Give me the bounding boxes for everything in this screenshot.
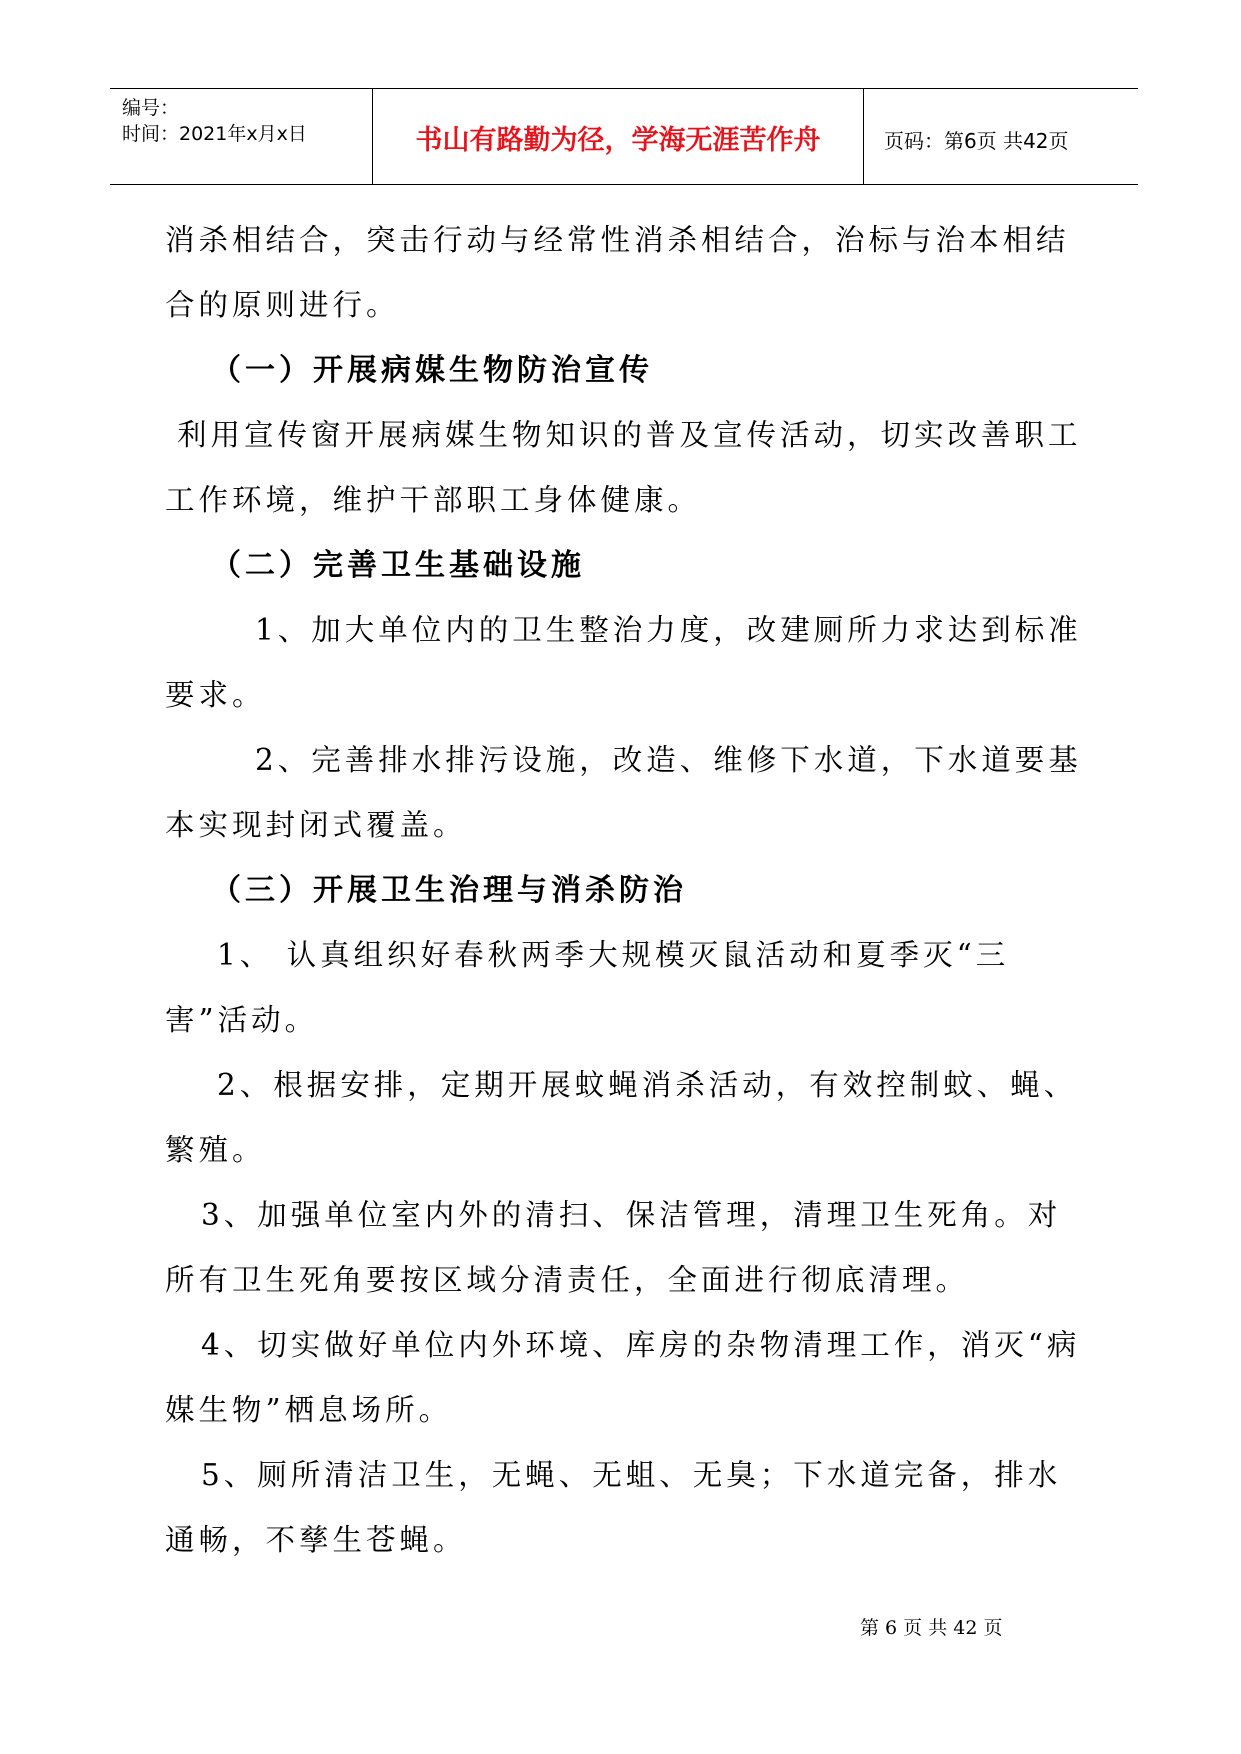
list-item-3-1: 1、 认真组织好春秋两季大规模灭鼠活动和夏季灭“三害”活动。 <box>165 938 1010 1037</box>
paragraph-continuation: 消杀相结合，突击行动与经常性消杀相结合，治标与治本相结合的原则进行。 <box>165 223 1070 322</box>
header-page-cell <box>864 89 1138 184</box>
document-number-label: 编号： <box>122 97 180 119</box>
document-time-label: 时间：2021年x月x日 <box>122 123 307 145</box>
list-item-3-5: 5、厕所清洁卫生，无蝇、无蛆、无臭；下水道完备，排水通畅，不孳生苍蝇。 <box>165 1458 1062 1557</box>
list-item-1: 1、加大单位内的卫生整治力度，改建厕所力求达到标准要求。 <box>165 613 1082 712</box>
section-heading-3: （三）开展卫生治理与消杀防治 <box>211 873 687 908</box>
list-item-3-4: 4、切实做好单位内外环境、库房的杂物清理工作，消灭“病媒生物”栖息场所。 <box>165 1328 1081 1427</box>
header-page-number: 页码：第6页 共42页 <box>884 129 1069 153</box>
paragraph-publicity: 利用宣传窗开展病媒生物知识的普及宣传活动，切实改善职工工作环境，维护干部职工身体健康。 <box>165 418 1082 517</box>
section-heading-2: （二）完善卫生基础设施 <box>211 548 585 583</box>
list-item-2: 2、完善排水排污设施，改造、维修下水道，下水道要基本实现封闭式覆盖。 <box>165 743 1082 842</box>
section-heading-1: （一）开展病媒生物防治宣传 <box>211 353 653 388</box>
document-header <box>110 88 1138 185</box>
list-item-3-3: 3、加强单位室内外的清扫、保洁管理，清理卫生死角。对所有卫生死角要按区域分清责任，全面进行彻底清理。 <box>165 1198 1062 1297</box>
page-footer: 第 6 页 共 42 页 <box>860 1617 1003 1639</box>
header-motto-cell <box>372 89 864 184</box>
document-body <box>165 208 1085 1573</box>
list-item-3-2: 2、根据安排，定期开展蚊蝇消杀活动，有效控制蚊、蝇、繁殖。 <box>165 1068 1078 1167</box>
header-motto: 书山有路勤为径，学海无涯苦作舟 <box>415 125 821 156</box>
header-meta-cell <box>110 89 372 184</box>
